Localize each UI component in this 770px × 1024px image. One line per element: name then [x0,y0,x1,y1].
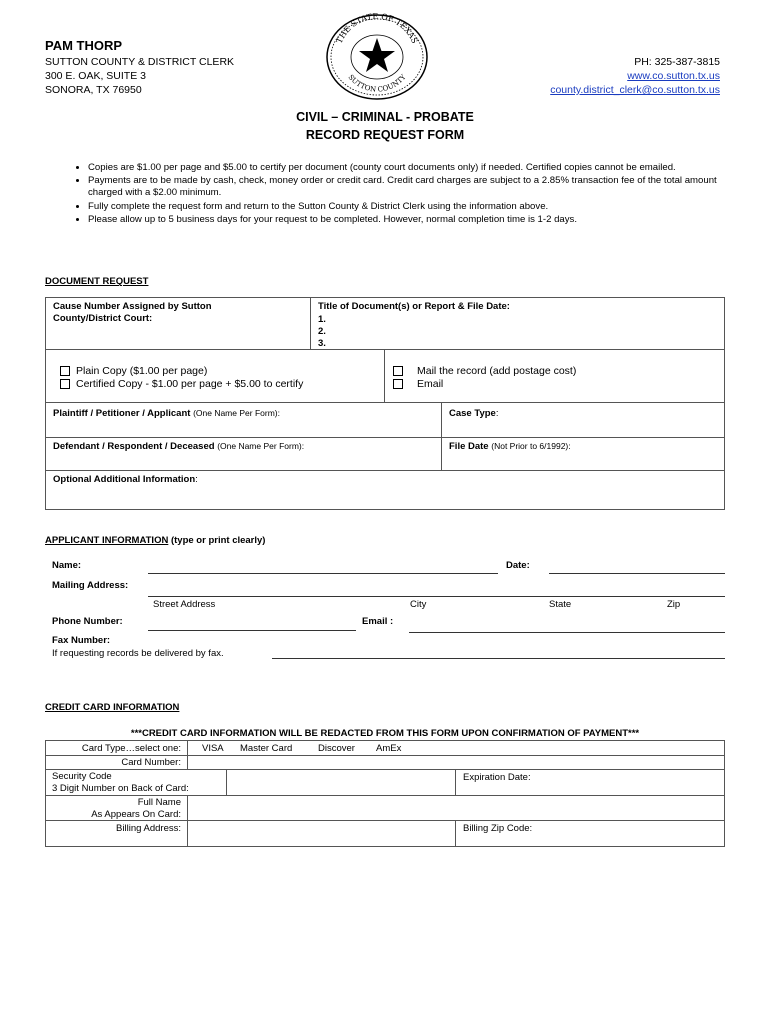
fax-input[interactable] [272,658,725,659]
document-line-2: 2. [318,326,326,337]
file-date-field[interactable] [441,437,725,471]
security-code-label-cell: Security Code 3 Digit Number on Back of Card: [45,769,227,796]
card-number-input[interactable] [187,755,725,770]
document-title-label: Title of Document(s) or Report & File Date: [318,301,510,312]
document-title-field[interactable] [310,297,725,350]
case-type-label: Case Type [449,408,496,419]
optional-info-field[interactable] [45,470,725,510]
file-date-label: File Date [449,441,489,452]
fax-label: Fax Number: [52,635,111,646]
full-name-label-cell: Full Name As Appears On Card: [45,795,188,821]
expiration-date-field[interactable] [455,769,725,796]
case-type-colon: : [495,408,499,419]
cause-number-label-2: County/District Court: [53,313,153,324]
card-type-mastercard[interactable]: Master Card [240,743,293,754]
phone-input[interactable] [148,630,356,631]
instruction-item: • Please allow up to 5 business days for your request to be completed. However, normal completion time is 1-2 days. [88,214,748,226]
address-line-1: 300 E. OAK, SUITE 3 [45,70,146,82]
name-input[interactable] [148,573,498,574]
file-date-note: (Not Prior to 6/1992): [491,441,571,451]
phone-number: PH: 325-387-3815 [634,56,720,68]
street-address-caption: Street Address [153,599,216,610]
website-link[interactable]: www.co.sutton.tx.us [627,70,720,82]
plaintiff-note: (One Name Per Form): [193,408,280,418]
office-name: SUTTON COUNTY & DISTRICT CLERK [45,56,235,68]
plaintiff-field[interactable] [45,402,442,438]
seal-top-text: THE STATE OF TEXAS [334,12,420,45]
defendant-label: Defendant / Respondent / Deceased [53,441,215,452]
mailing-address-input[interactable] [148,596,725,597]
document-request-heading: DOCUMENT REQUEST [45,276,149,287]
date-input[interactable] [549,573,725,574]
cause-number-field[interactable] [45,297,311,350]
plain-copy-option[interactable]: Plain Copy ($1.00 per page) [60,365,207,377]
state-caption: State [549,599,572,610]
expiration-date-label: Expiration Date: [463,772,531,783]
case-type-field[interactable] [441,402,725,438]
email-input[interactable] [409,632,725,633]
plaintiff-label: Plaintiff / Petitioner / Applicant [53,408,191,419]
delivery-options [384,349,725,403]
optional-info-label: Optional Additional Information [53,474,196,485]
date-label: Date: [506,560,530,571]
clerk-name: PAM THORP [45,38,123,53]
seal-bottom-text: SUTTON COUNTY [346,73,408,94]
email-option[interactable]: Email [393,378,443,390]
full-name-input[interactable] [187,795,725,821]
city-caption: City [410,599,427,610]
phone-label: Phone Number: [52,616,123,627]
email-link[interactable]: county.district_clerk@co.sutton.tx.us [550,84,720,96]
document-line-3: 3. [318,338,326,349]
instruction-item: • Fully complete the request form and return to the Sutton County & District Clerk using the information above. [88,201,748,213]
billing-address-input[interactable] [187,820,456,847]
zip-caption: Zip [667,599,681,610]
card-type-label-cell: Card Type…select one: [45,740,188,756]
billing-address-label-cell: Billing Address: [45,820,188,847]
mailing-address-label: Mailing Address: [52,580,129,591]
card-type-discover[interactable]: Discover [318,743,355,754]
form-title-line-2: RECORD REQUEST FORM [305,128,465,142]
checkbox[interactable] [60,379,70,389]
form-title-line-1: CIVIL – CRIMINAL - PROBATE [296,110,474,124]
address-line-2: SONORA, TX 76950 [45,84,142,96]
fax-note: If requesting records be delivered by fax. [52,648,224,659]
card-type-amex[interactable]: AmEx [376,743,402,754]
mail-option[interactable]: Mail the record (add postage cost) [393,365,576,377]
applicant-heading: APPLICANT INFORMATION (type or print clearly) [45,535,266,546]
cause-number-label-1: Cause Number Assigned by Sutton [53,301,212,312]
checkbox[interactable] [60,366,70,376]
copy-type-options [45,349,385,403]
email-label: Email : [362,616,394,627]
billing-zip-field[interactable] [455,820,725,847]
defendant-note: (One Name Per Form): [217,441,305,451]
instructions-list [58,162,748,227]
card-number-label-cell: Card Number: [45,755,188,770]
instruction-item: • Copies are $1.00 per page and $5.00 to certify per document (county court documents only) if needed. Certified copies cannot be emailed. [88,162,748,174]
redaction-notice: ***CREDIT CARD INFORMATION WILL BE REDACTED FROM THIS FORM UPON CONFIRMATION OF PAYMENT*** [130,728,640,739]
security-code-input[interactable] [226,769,456,796]
defendant-field[interactable] [45,437,442,471]
checkbox[interactable] [393,366,403,376]
instruction-item: • Payments are to be made by cash, check, money order or credit card. Credit card charges are subject to a 2.85% transaction fee of the total amount charged with a $2.00 minimum. [88,175,748,199]
document-line-1: 1. [318,314,326,325]
certified-copy-option[interactable]: Certified Copy - $1.00 per page + $5.00 to certify [60,378,303,390]
county-seal-icon [322,12,432,102]
applicant-heading-note: (type or print clearly) [170,535,266,546]
card-type-visa[interactable]: VISA [202,743,224,754]
name-label: Name: [52,560,82,571]
credit-card-heading: CREDIT CARD INFORMATION [45,702,180,713]
optional-info-colon: : [195,474,198,485]
checkbox[interactable] [393,379,403,389]
billing-zip-label: Billing Zip Code: [463,823,533,834]
card-type-options[interactable] [187,740,725,756]
